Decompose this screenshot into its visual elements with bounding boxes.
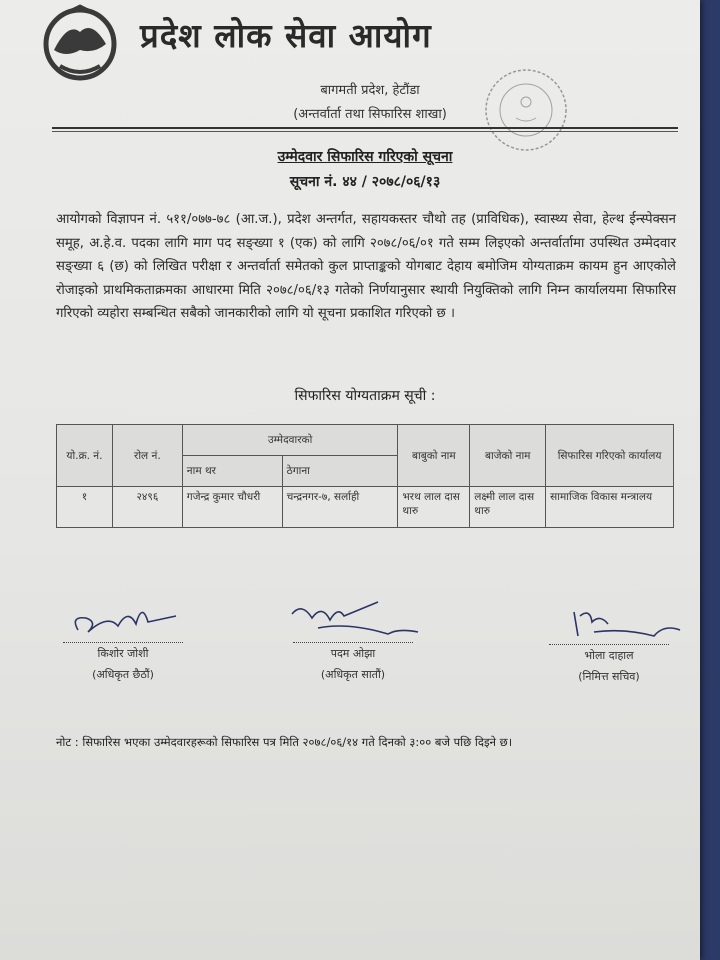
table-row (57, 487, 674, 528)
header-candidate: उम्मेदवारको (182, 425, 398, 456)
signatory-name: पदम ओझा (330, 647, 376, 660)
cell-grandfather: लक्ष्मी लाल दास थारु (470, 487, 546, 528)
signature-block-1 (48, 596, 198, 682)
signatory-name: भोला दाहाल (584, 649, 634, 662)
signature-line (293, 642, 413, 643)
notice-body-paragraph: आयोगको विज्ञापन नं. ५११/०७७-७८ (आ.ज.), प्रदेश अन्तर्गत, सहायकस्तर चौथो तह (प्राविधिक), स्वास्थ्य सेवा, हेल्थ ईन्स्पेक्सन समूह, अ.हे.व. पदका लागि माग पद सङ्ख्या १ (एक) को लागि २०७८/०६/०१ गते सम्म लिइएको अन्तर्वार्तामा उपस्थित उम्मेदवार सङ्ख्या ६ (छ) को लिखित परीक्षा र अन्तर्वार्ता समेतको कुल प्राप्ताङ्कको योगबाट देहाय बमोजिम योग्यताक्रम कायम हुन आएकोले रोजाइको प्राथमिकताक्रमका आधारमा मिति २०७८/०६/१३ गतेको निर्णयानुसार स्थायी नियुक्तिको लागि निम्न कार्यालयमा सिफारिस गरिएको व्यहोरा सम्बन्धित सबैको जानकारीको लागि यो सूचना प्रकाशित गरिएको छ । (56, 212, 676, 322)
header-father: बाबुको नाम (398, 425, 470, 487)
cell-name: गजेन्द्र कुमार चौधरी (182, 487, 282, 528)
header-divider-thin (52, 131, 678, 132)
branch-line: (अन्तर्वार्ता तथा सिफारिस शाखा) (293, 107, 447, 122)
header-office: सिफारिस गरिएको कार्यालय (546, 425, 674, 487)
signature-block-3 (534, 602, 684, 684)
header-grandfather: बाजेको नाम (470, 425, 546, 487)
header-roll: रोल नं. (112, 425, 182, 487)
signatory-title: (अधिकृत छैठौं) (92, 668, 154, 681)
notice-number: सूचना नं. ४४ / २०७८/०६/१३ (289, 174, 441, 190)
handwritten-signature (534, 602, 684, 644)
cell-father: भरथ लाल दास थारु (398, 487, 470, 528)
header-divider (52, 127, 678, 129)
province-line: बागमती प्रदेश, हेटौंडा (320, 83, 420, 98)
header-serial: यो.क्र. नं. (57, 425, 113, 487)
signature-line (63, 642, 183, 643)
signatory-title: (अधिकृत सातौं) (320, 668, 386, 681)
office-title: प्रदेश लोक सेवा आयोग (140, 16, 432, 55)
handwritten-signature (58, 596, 188, 642)
recommendation-table (56, 424, 674, 528)
nepal-emblem-logo (38, 4, 122, 86)
signature-line (549, 644, 669, 645)
header-address: ठेगाना (282, 456, 398, 487)
handwritten-signature (278, 598, 428, 642)
official-seal-stamp (478, 62, 574, 158)
footnote: नोट : सिफारिस भएका उम्मेदवारहरूको सिफारिस पत्र मिति २०७८/०६/१४ गते दिनको ३:०० बजे पछि दिइने छ। (56, 735, 513, 749)
signatory-name: किशोर जोशी (97, 647, 149, 660)
signature-block-2 (278, 598, 428, 682)
cell-office: सामाजिक विकास मन्त्रालय (546, 487, 674, 528)
cell-address: चन्द्रनगर-७, सर्लाही (282, 487, 398, 528)
recommendation-list-title: सिफारिस योग्यताक्रम सूची : (294, 388, 436, 404)
cell-serial: १ (57, 487, 113, 528)
notice-heading: उम्मेदवार सिफारिस गरिएको सूचना (277, 149, 453, 165)
signatory-title: (निमित्त सचिव) (578, 670, 640, 683)
cell-roll: २४९६ (112, 487, 182, 528)
header-name: नाम थर (182, 456, 282, 487)
